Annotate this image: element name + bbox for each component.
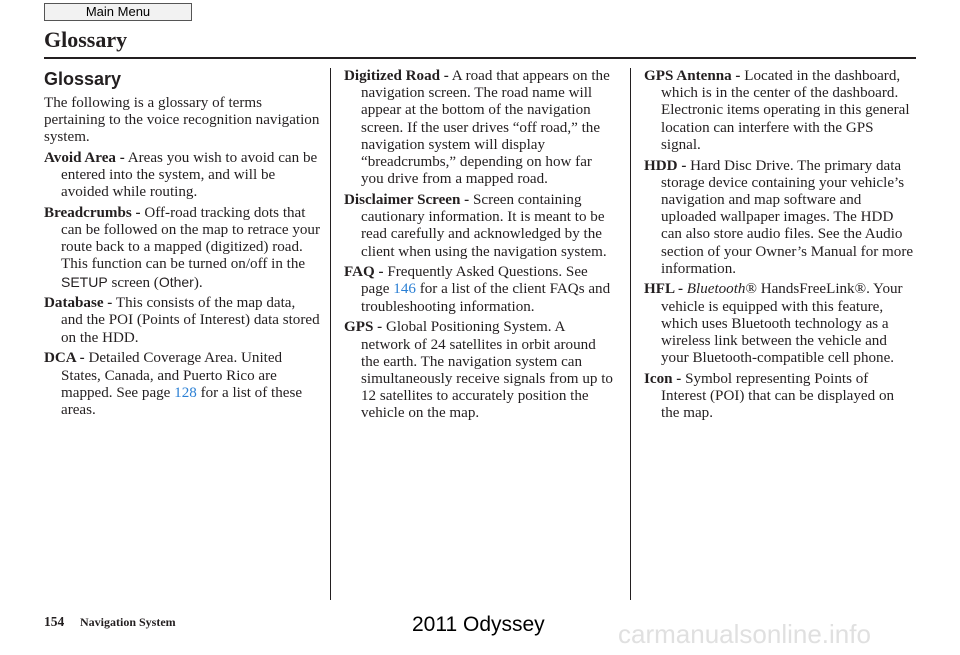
entry-definition: Screen containing cautionary information. It is meant to be read carefully and acknowledged by the client when using the navigation system. xyxy=(361,191,607,260)
footer-section-name: Navigation System xyxy=(80,615,176,629)
entry-avoid-area xyxy=(44,150,320,202)
entry-term: Database - xyxy=(44,295,113,312)
entry-hfl xyxy=(644,281,916,367)
main-menu-button[interactable]: Main Menu xyxy=(44,3,192,21)
page-link-128[interactable]: 128 xyxy=(174,384,197,401)
entry-term: Breadcrumbs - xyxy=(44,204,141,221)
entry-dca xyxy=(44,350,320,419)
title-rule xyxy=(44,57,916,59)
entry-term: FAQ - xyxy=(344,264,384,281)
entry-definition-cont: screen xyxy=(111,274,151,291)
entry-definition: Frequently Asked Questions. See page xyxy=(361,264,588,298)
entry-term: GPS Antenna - xyxy=(644,68,741,84)
site-watermark: carmanualsonline.info xyxy=(618,619,871,649)
column-divider-right xyxy=(630,68,631,600)
entry-term: DCA - xyxy=(44,350,85,367)
bluetooth-italic: Bluetooth xyxy=(686,281,746,298)
page-link-146[interactable]: 146 xyxy=(393,281,416,298)
entry-term: Avoid Area - xyxy=(44,149,125,166)
entry-definition: Located in the dashboard, which is in the center of the dashboard. Electronic items operating in this general location can interfere with the GPS signal. xyxy=(661,68,910,153)
entry-database xyxy=(44,295,320,347)
glossary-column-1 xyxy=(44,68,320,423)
entry-term: HFL - xyxy=(644,281,683,298)
page-title: Glossary xyxy=(44,27,128,52)
setup-screen-name: SETUP xyxy=(61,273,108,290)
entry-gps xyxy=(344,319,616,422)
entry-definition-cont: for a list of these areas. xyxy=(61,384,303,418)
entry-definition: ® HandsFreeLink®. Your vehicle is equipped with this feature, which uses Bluetooth technology as a wireless link between the vehicle and your Bluetooth-compatible cell phone. xyxy=(661,281,903,367)
other-screen-name: Other xyxy=(158,273,194,290)
column-divider-left xyxy=(330,68,331,600)
entry-definition: Detailed Coverage Area. United States, Canada, and Puerto Rico are mapped. See page xyxy=(61,350,283,401)
glossary-column-2 xyxy=(344,68,616,426)
intro-paragraph: The following is a glossary of terms pertaining to the voice recognition navigation system. xyxy=(44,95,320,146)
entry-definition: Symbol representing Points of Interest (POI) that can be displayed on the map. xyxy=(661,370,895,422)
entry-term: Digitized Road - xyxy=(344,68,449,84)
glossary-column-3 xyxy=(644,68,916,426)
entry-breadcrumbs xyxy=(44,205,320,292)
entry-definition: Off-road tracking dots that can be followed on the map to retrace your route back to a mapped (digitized) road. This function can be turned on/off in the xyxy=(61,204,321,273)
entry-term: Icon - xyxy=(644,370,682,387)
entry-term: GPS - xyxy=(344,319,383,336)
entry-gps-antenna xyxy=(644,68,916,154)
entry-definition-cont: for a list of the client FAQs and troubleshooting information. xyxy=(361,281,611,315)
paren-close: ). xyxy=(193,274,203,291)
paren-open: ( xyxy=(153,274,159,291)
entry-definition: Hard Disc Drive. The primary data storage device containing your vehicle’s navigation and map software and uploaded wallpaper images. The HDD can also store audio files. See the Audio section of your Owner’s Manual for more information. xyxy=(661,157,914,277)
entry-faq xyxy=(344,264,616,316)
entry-icon xyxy=(644,371,916,423)
entry-hdd xyxy=(644,158,916,278)
entry-definition: Global Positioning System. A network of 24 satellites in orbit around the earth. The navigation system can simultaneously receive signals from up to 12 satellites to accurately position the vehicle on the map. xyxy=(361,319,613,422)
entry-definition: Areas you wish to avoid can be entered into the system, and will be avoided while routing. xyxy=(61,149,318,201)
entry-definition: This consists of the map data, and the POI (Points of Interest) data stored on the HDD. xyxy=(61,295,320,346)
entry-disclaimer-screen xyxy=(344,192,616,261)
section-heading: Glossary xyxy=(44,69,122,89)
entry-digitized-road xyxy=(344,68,616,188)
entry-definition: A road that appears on the navigation screen. The road name will appear at the bottom of the navigation screen. If the user drives “off road,” the navigation system will display “breadcrumbs,” depending on how far you drive from a mapped road. xyxy=(361,68,610,188)
entry-term: Disclaimer Screen - xyxy=(344,191,470,208)
entry-term: HDD - xyxy=(644,157,687,174)
model-label: 2011 Odyssey xyxy=(412,613,545,636)
page-number: 154 xyxy=(44,614,65,629)
